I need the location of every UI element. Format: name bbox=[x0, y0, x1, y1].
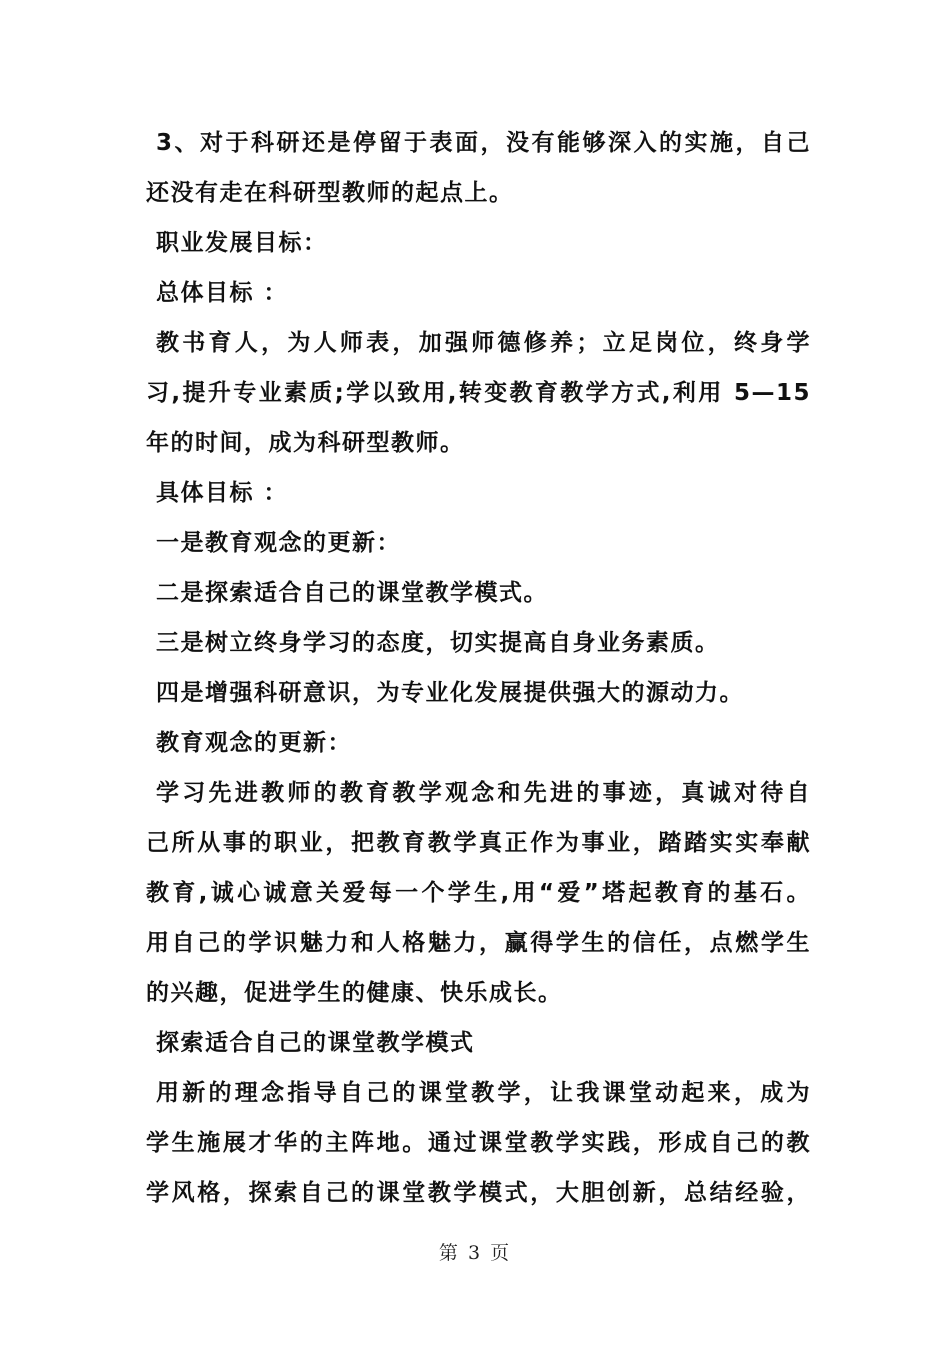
text-line: 的兴趣，促进学生的健康、快乐成长。 bbox=[146, 980, 563, 1006]
text-line: 3、对于科研还是停留于表面，没有能够深入的实施，自己 bbox=[156, 130, 811, 156]
section-heading: 教育观念的更新： bbox=[156, 730, 352, 756]
section-heading: 职业发展目标： bbox=[156, 230, 328, 256]
text-line: 己所从事的职业，把教育教学真正作为事业，踏踏实实奉献 bbox=[146, 830, 811, 856]
list-item: 四是增强科研意识，为专业化发展提供强大的源动力。 bbox=[156, 680, 744, 706]
text-line: 教书育人，为人师表，加强师德修养；立足岗位，终身学 bbox=[156, 330, 811, 356]
text-line: 用新的理念指导自己的课堂教学，让我课堂动起来，成为 bbox=[156, 1080, 811, 1106]
text-line: 习,提升专业素质;学以致用,转变教育教学方式,利用 5—15 bbox=[146, 380, 811, 406]
text-line: 还没有走在科研型教师的起点上。 bbox=[146, 180, 514, 206]
section-heading: 探索适合自己的课堂教学模式 bbox=[156, 1030, 475, 1056]
text-line: 年的时间，成为科研型教师。 bbox=[146, 430, 465, 456]
document-body bbox=[146, 118, 811, 1218]
text-line: 教育,诚心诚意关爱每一个学生,用“爱”塔起教育的基石。 bbox=[146, 880, 811, 906]
list-item: 二是探索适合自己的课堂教学模式。 bbox=[156, 580, 548, 606]
text-line: 学生施展才华的主阵地。通过课堂教学实践，形成自己的教 bbox=[146, 1130, 811, 1156]
text-line: 学风格，探索自己的课堂教学模式，大胆创新，总结经验， bbox=[146, 1180, 811, 1206]
list-item: 一是教育观念的更新： bbox=[156, 530, 401, 556]
section-heading: 具体目标 ： bbox=[156, 480, 289, 506]
page-number: 第 3 页 bbox=[438, 1242, 512, 1264]
text-line: 用自己的学识魅力和人格魅力，赢得学生的信任，点燃学生 bbox=[146, 930, 811, 956]
section-heading: 总体目标 ： bbox=[156, 280, 289, 306]
text-line: 学习先进教师的教育教学观念和先进的事迹，真诚对待自 bbox=[156, 780, 811, 806]
list-item: 三是树立终身学习的态度，切实提高自身业务素质。 bbox=[156, 630, 720, 656]
